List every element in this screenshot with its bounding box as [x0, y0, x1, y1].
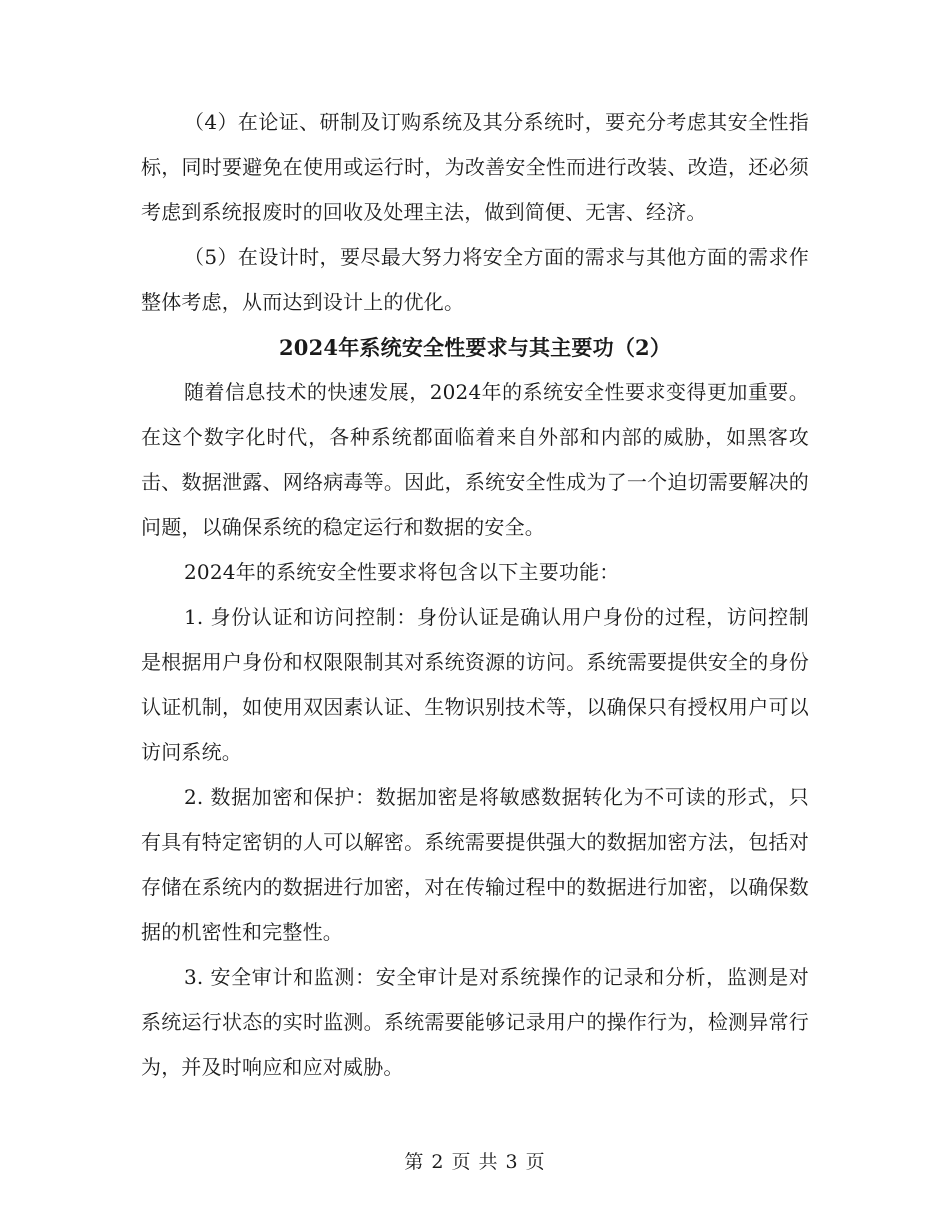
paragraph-intro: 随着信息技术的快速发展，2024年的系统安全性要求变得更加重要。在这个数字化时代，各种系统都面临着来自外部和内部的威胁，如黑客攻击、数据泄露、网络病毒等。因此，系统安全性成为了一个迫切需要解决的问题，以确保系统的稳定运行和数据的安全。: [141, 380, 809, 539]
page-footer: 第 2 页 共 3 页: [404, 1151, 546, 1173]
paragraph-item-5: （5）在设计时，要尽最大努力将安全方面的需求与其他方面的需求作整体考虑，从而达到设计上的优化。: [141, 245, 809, 314]
paragraph-functions-lead: 2024年的系统安全性要求将包含以下主要功能：: [184, 560, 620, 584]
paragraph-function-2: 2. 数据加密和保护：数据加密是将敏感数据转化为不可读的形式，只有具有特定密钥的人可以解密。系统需要提供强大的数据加密方法，包括对存储在系统内的数据进行加密，对在传输过程中的数据进行加密，以确保数据的机密性和完整性。: [141, 785, 809, 944]
paragraph-item-4: （4）在论证、研制及订购系统及其分系统时，要充分考虑其安全性指标，同时要避免在使用或运行时，为改善安全性而进行改装、改造，还必须考虑到系统报废时的回收及处理主法，做到简便、无害、经济。: [141, 110, 809, 224]
section-title: 2024年系统安全性要求与其主要功（2）: [278, 335, 672, 360]
paragraph-function-1: 1. 身份认证和访问控制：身份认证是确认用户身份的过程，访问控制是根据用户身份和权限限制其对系统资源的访问。系统需要提供安全的身份认证机制，如使用双因素认证、生物识别技术等，以确保只有授权用户可以访问系统。: [141, 605, 809, 764]
paragraph-function-3: 3. 安全审计和监测：安全审计是对系统操作的记录和分析，监测是对系统运行状态的实时监测。系统需要能够记录用户的操作行为，检测异常行为，并及时响应和应对威胁。: [141, 965, 809, 1079]
document-body: [141, 100, 809, 1090]
